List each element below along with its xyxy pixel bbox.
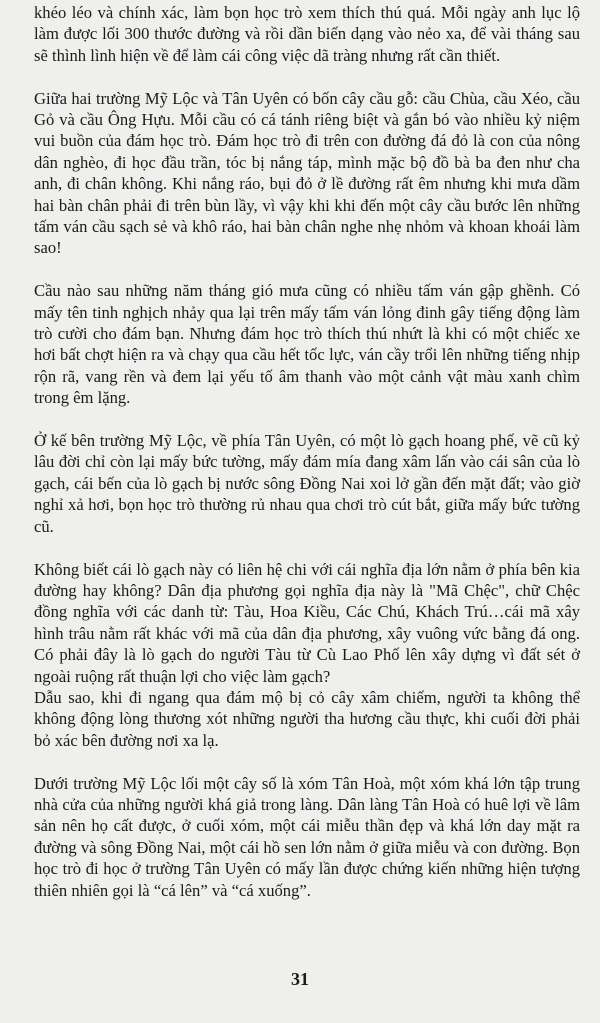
paragraph-1: khéo léo và chính xác, làm bọn học trò xem thích thú quá. Mỗi ngày anh lục lộ làm được lối 300 thước đường và rồi dần biến dạng vào nẻo xa, để vài tháng sau sẽ thình lình hiện về để làm cái công việc dã tràng nhưng rất cần thiết. xyxy=(34,3,580,65)
body-text xyxy=(34,2,580,922)
paragraph-7: Dưới trường Mỹ Lộc lối một cây số là xóm Tân Hoà, một xóm khá lớn tập trung nhà cửa của những người khá giả trong làng. Dân làng Tân Hoà có huê lợi về lâm sản nên họ cất được, ở cuối xóm, một cái miễu thần đẹp và khá lớn day mặt ra đường và sông Đồng Nai, một cái hồ sen lớn nằm ở giữa miễu và con đường. Bọn học trò đi học ở trường Tân Uyên có mấy lần được chứng kiến những hiện tượng thiên nhiên gọi là “cá lên” và “cá xuống”. xyxy=(34,773,580,900)
paragraph-4: Ở kế bên trường Mỹ Lộc, về phía Tân Uyên, có một lò gạch hoang phế, vẽ cũ kỷ lâu đời chỉ còn lại mấy bức tường, mấy đám mía đang xâm lấn vào cái sân của lò gạch, cái bến của lò gạch bị nước sông Đồng Nai xoi lở gần đến mặt đất; vào giờ nghỉ xả hơi, bọn học trò thường rủ nhau qua chơi trò cút bắt, giữa mấy bức tường cũ. xyxy=(34,431,580,536)
paragraph-2: Giữa hai trường Mỹ Lộc và Tân Uyên có bốn cây cầu gỗ: cầu Chùa, cầu Xéo, cầu Gỏ và cầu Ông Hựu. Mỗi cầu có cá tánh riêng biệt và gắn bó vào nhiều kỷ niệm vui buồn của đám học trò. Đám học trò đi trên con đường đá đỏ là con của nông dân nghèo, đi học đầu trần, tóc bị nắng táp, mình mặc bộ đồ bà ba đen như cha anh, đi chân không. Khi nắng ráo, bụi đỏ ở lề đường rất êm nhưng khi mưa dầm hai bàn chân phải đi trên bùn lầy, vì vậy khi khi đến một cây cầu bước lên những tấm ván cầu sạch sẻ và khô ráo, hai bàn chân nghe nhẹ nhỏm và khoan khoái làm sao! xyxy=(34,88,580,258)
paragraph-3: Cầu nào sau những năm tháng gió mưa cũng có nhiều tấm ván gập ghềnh. Có mấy tên tinh nghịch nhảy qua lại trên mấy tấm ván lỏng đinh gây tiếng động làm trò cười cho đám bạn. Nhưng đám học trò thích thú nhứt là khi có một chiếc xe hơi bất chợt hiện ra và chạy qua cầu hết tốc lực, ván cầy trổi lên những tiếng nhịp rộn rã, vang rền và đem lại yếu tố âm thanh vào một cảnh vật màu xanh chìm trong êm lặng. xyxy=(34,281,580,408)
paragraph-6: Dẫu sao, khi đi ngang qua đám mộ bị cỏ cây xâm chiếm, người ta không thể không động lòng thương xót những người tha hương cầu thực, khi cuối đời phải bỏ xác bên đường nơi xa lạ. xyxy=(34,687,580,750)
page-number: 31 xyxy=(291,969,309,989)
paragraph-5: Không biết cái lò gạch này có liên hệ chi với cái nghĩa địa lớn nằm ở phía bên kia đường hay không? Dân địa phương gọi nghĩa địa này là "Mã Chệc", chữ Chệc đồng nghĩa với các danh từ: Tàu, Hoa Kiều, Các Chú, Khách Trú…cái mã xây hình trâu nằm rất khác với mã của dân địa phương, xây vuông vức bằng đá ong. Có phải đây là lò gạch do người Tàu từ Cù Lao Phố lên xây dựng vì đất sét ở ngoài ruộng rất thuận lợi cho việc làm gạch? xyxy=(34,559,580,686)
